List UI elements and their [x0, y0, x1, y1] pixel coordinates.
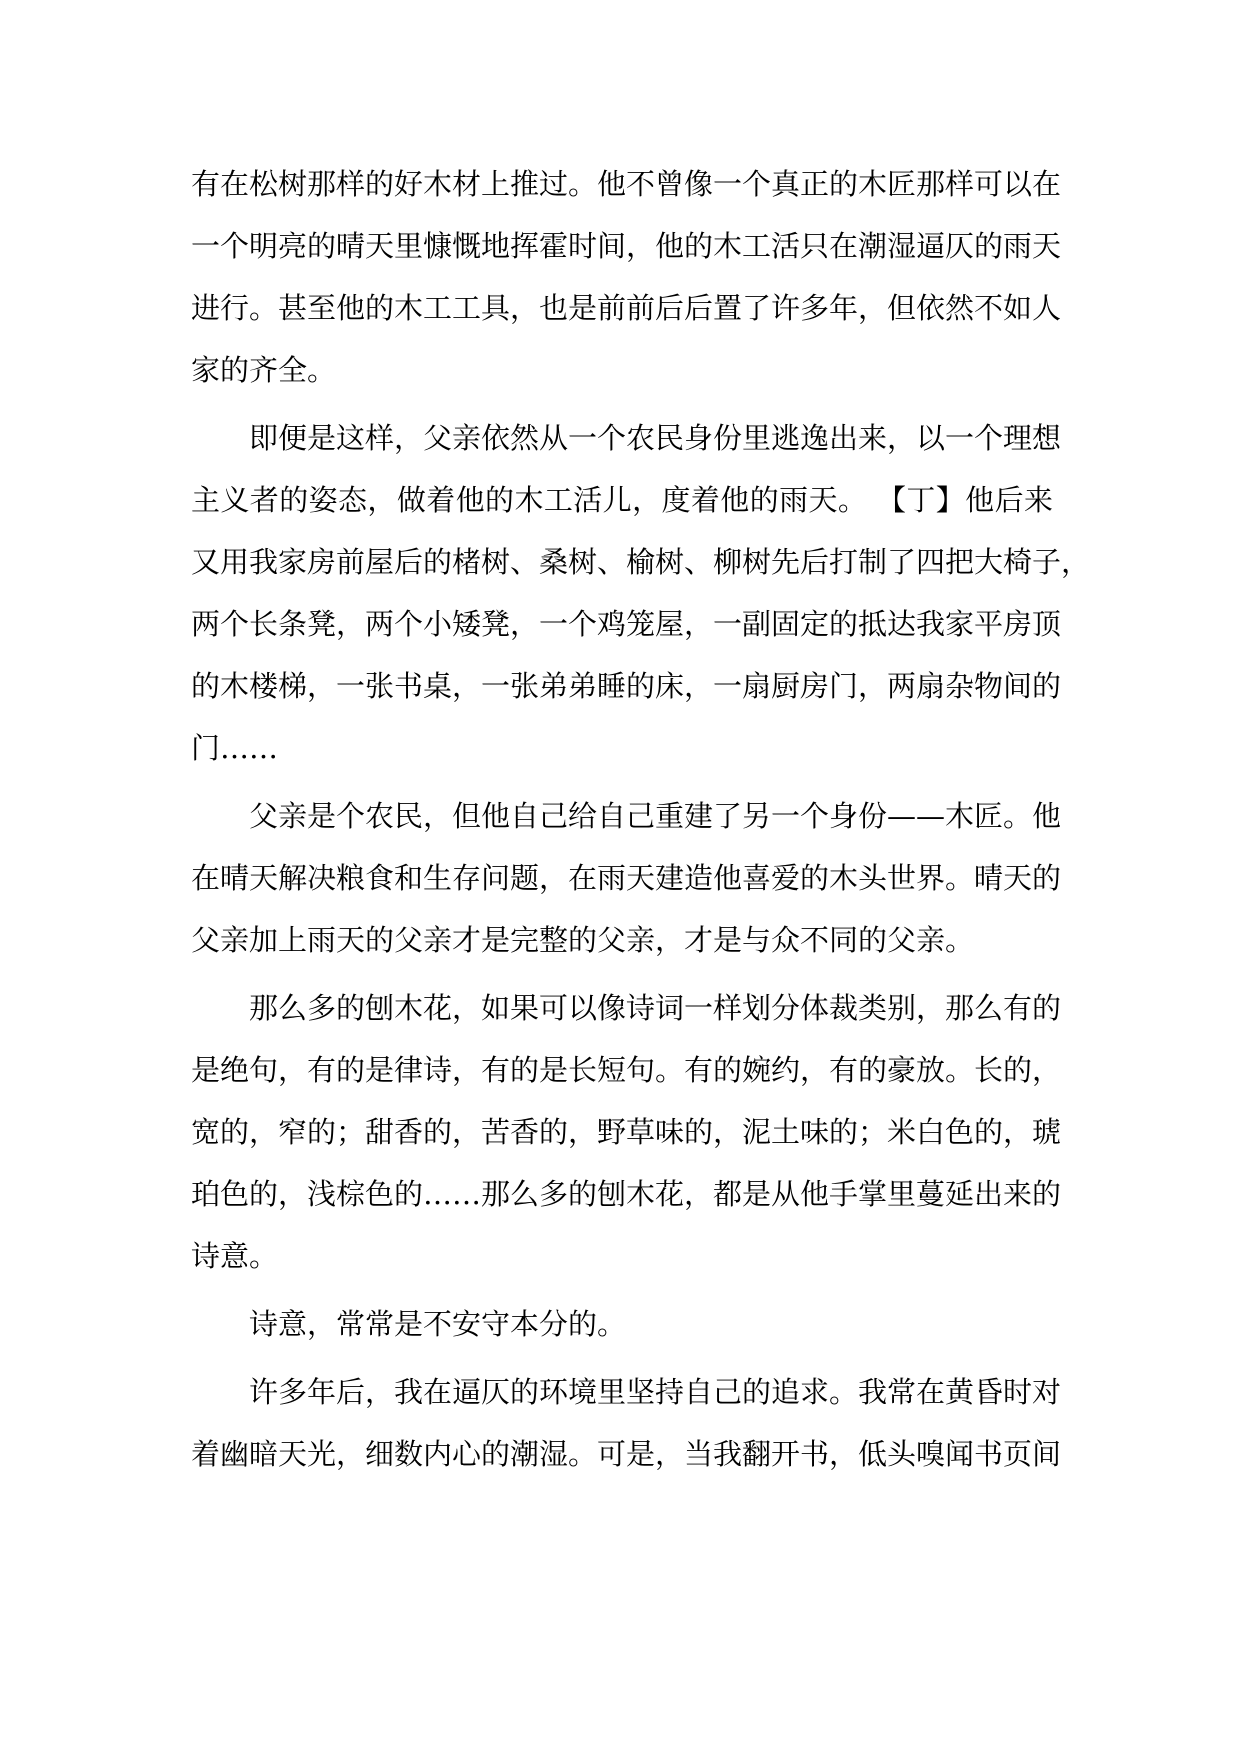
text-line: 在晴天解决粮食和生存问题，在雨天建造他喜爱的木头世界。晴天的 [191, 861, 1062, 895]
text-line: 一个明亮的晴天里慷慨地挥霍时间，他的木工活只在潮湿逼仄的雨天 [191, 229, 1062, 263]
text-line: 又用我家房前屋后的楮树、桑树、榆树、柳树先后打制了四把大椅子， [191, 545, 1091, 579]
text-line: 着幽暗天光，细数内心的潮湿。可是，当我翻开书，低头嗅闻书页间 [191, 1437, 1062, 1471]
paragraph-2 [191, 417, 1091, 769]
text-line: 珀色的，浅棕色的……那么多的刨木花，都是从他手掌里蔓延出来的 [191, 1177, 1062, 1211]
text-line: 许多年后，我在逼仄的环境里坚持自己的追求。我常在黄昏时对 [249, 1375, 1062, 1409]
text-line: 父亲加上雨天的父亲才是完整的父亲，才是与众不同的父亲。 [191, 923, 975, 957]
paragraph-6 [191, 1371, 1062, 1475]
text-line: 那么多的刨木花，如果可以像诗词一样划分体裁类别，那么有的 [249, 991, 1062, 1025]
text-line: 主义者的姿态，做着他的木工活儿，度着他的雨天。 【丁】他后来 [191, 483, 1053, 517]
text-line: 门…… [191, 731, 279, 765]
text-line: 是绝句，有的是律诗，有的是长短句。有的婉约，有的豪放。长的， [191, 1053, 1062, 1087]
paragraph-5 [191, 1303, 1053, 1345]
text-line: 有在松树那样的好木材上推过。他不曾像一个真正的木匠那样可以在 [191, 167, 1062, 201]
paragraph-4 [191, 987, 1062, 1277]
text-line: 即便是这样，父亲依然从一个农民身份里逃逸出来，以一个理想 [249, 421, 1062, 455]
body-text [191, 163, 1091, 1495]
text-line: 诗意，常常是不安守本分的。 [249, 1307, 627, 1341]
text-line: 宽的，窄的；甜香的，苦香的，野草味的，泥土味的；米白色的，琥 [191, 1115, 1062, 1149]
text-line: 诗意。 [191, 1239, 279, 1273]
text-line: 的木楼梯，一张书桌，一张弟弟睡的床，一扇厨房门，两扇杂物间的 [191, 669, 1062, 703]
text-line: 两个长条凳，两个小矮凳，一个鸡笼屋，一副固定的抵达我家平房顶 [191, 607, 1062, 641]
text-line: 家的齐全。 [191, 353, 337, 387]
paragraph-1 [191, 163, 1062, 391]
paragraph-3 [191, 795, 1062, 961]
text-line: 进行。甚至他的木工工具，也是前前后后置了许多年，但依然不如人 [191, 291, 1062, 325]
text-line: 父亲是个农民，但他自己给自己重建了另一个身份——木匠。他 [249, 799, 1062, 833]
